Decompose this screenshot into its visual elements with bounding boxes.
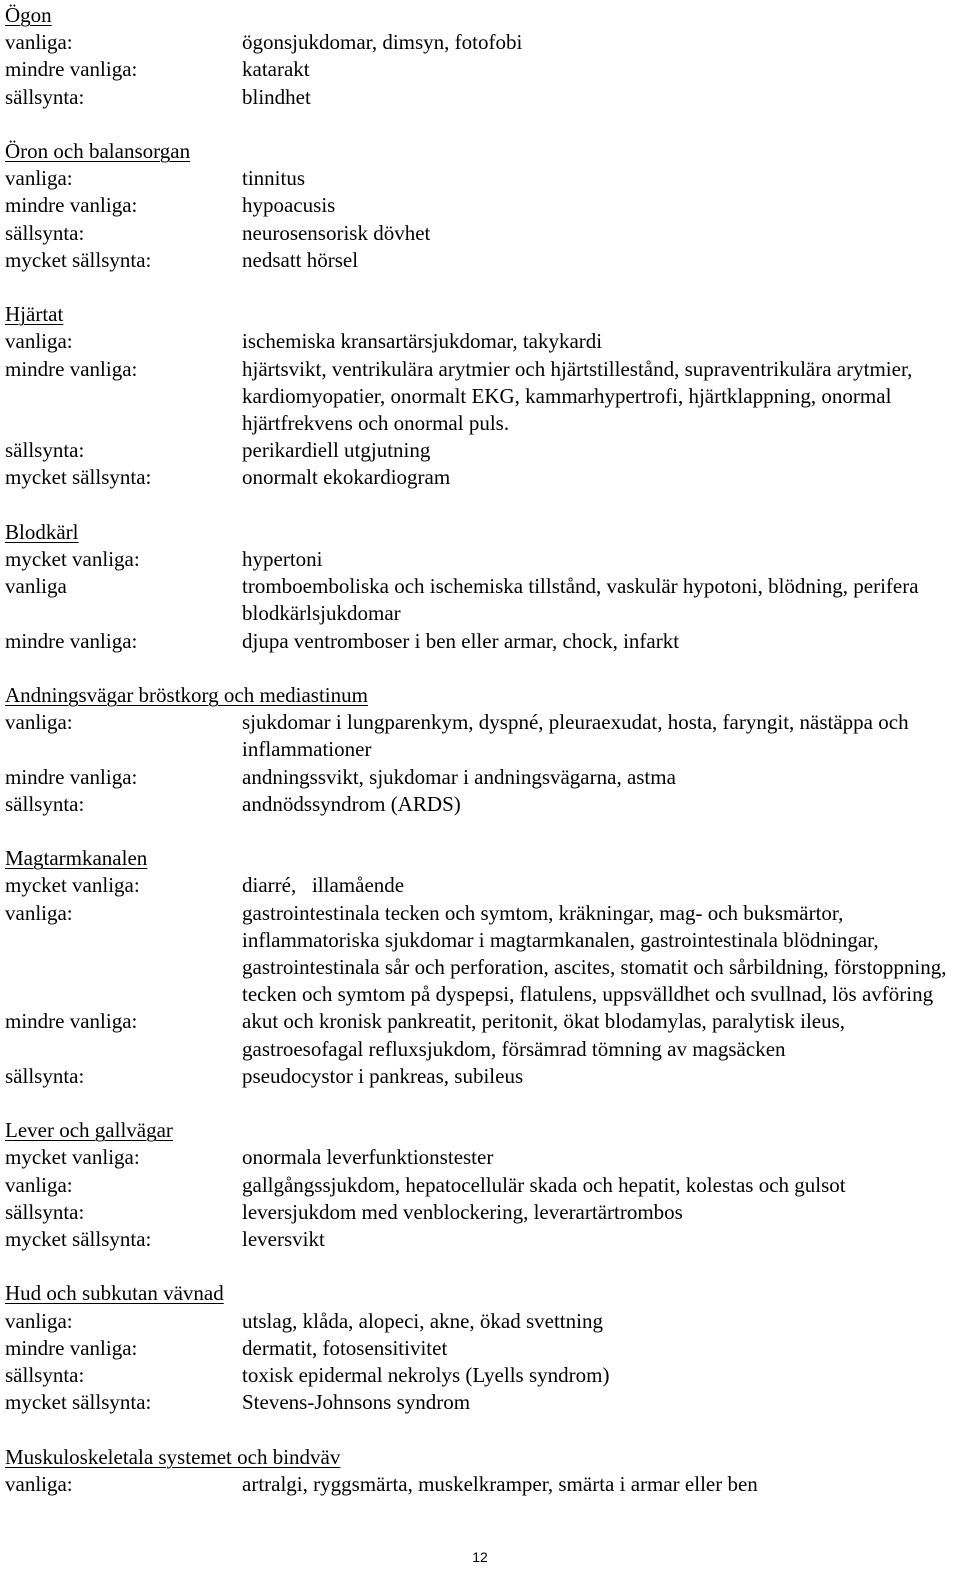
frequency-label: mindre vanliga: [5, 1335, 138, 1360]
section-heading: Hud och subkutan vävnad [5, 1281, 224, 1306]
section-heading: Magtarmkanalen [5, 846, 148, 871]
frequency-row [5, 247, 955, 274]
frequency-row [5, 791, 955, 818]
frequency-row [5, 165, 955, 192]
frequency-label: vanliga: [5, 329, 73, 354]
frequency-row [5, 1063, 955, 1090]
frequency-label: mindre vanliga: [5, 764, 138, 789]
effects-text: gastrointestinala tecken och symtom, kräkningar, mag- och buksmärtor, inflammatoriska sjukdomar i magtarmkanalen, gastrointestinala blödningar, gastrointestinala sår och perforation, ascites, stomatit och sårbildning, förstoppning, tecken och symtom på dyspepsi, flatulens, uppsvälldhet och svullnad, lös avföring [242, 900, 947, 1007]
frequency-label: sällsynta: [5, 220, 85, 245]
effects-text: diarré, illamående [242, 873, 405, 898]
section-respiratory [5, 682, 955, 818]
section-eyes [5, 2, 955, 111]
effects-text: utslag, klåda, alopeci, akne, ökad svettning [242, 1308, 603, 1333]
frequency-row [5, 84, 955, 111]
effects-text: ischemiska kransartärsjukdomar, takykardi [242, 329, 603, 354]
effects-text: andnödssyndrom (ARDS) [242, 791, 461, 816]
effects-text: neurosensorisk dövhet [242, 220, 431, 245]
frequency-row [5, 328, 955, 355]
section-liver [5, 1117, 955, 1253]
frequency-row [5, 764, 955, 791]
frequency-label: mindre vanliga: [5, 193, 138, 218]
effects-text: nedsatt hörsel [242, 247, 359, 272]
effects-text: andningssvikt, sjukdomar i andningsvägarna, astma [242, 764, 676, 789]
frequency-label: mycket sällsynta: [5, 1227, 152, 1252]
frequency-label: sällsynta: [5, 1363, 85, 1388]
effects-text: akut och kronisk pankreatit, peritonit, ökat blodamylas, paralytisk ileus, gastroesofagal refluxsjukdom, försämrad tömning av magsäcken [242, 1009, 846, 1061]
frequency-row [5, 900, 955, 1009]
frequency-row [5, 220, 955, 247]
effects-text: katarakt [242, 57, 310, 82]
effects-text: dermatit, fotosensitivitet [242, 1335, 448, 1360]
frequency-row [5, 1226, 955, 1253]
frequency-row [5, 1389, 955, 1416]
effects-text: pseudocystor i pankreas, subileus [242, 1063, 524, 1088]
effects-text: hypertoni [242, 547, 323, 572]
frequency-row [5, 464, 955, 491]
frequency-label: vanliga: [5, 900, 73, 925]
effects-text: djupa ventromboser i ben eller armar, chock, infarkt [242, 628, 680, 653]
frequency-row [5, 356, 955, 438]
section-heading: Hjärtat [5, 302, 64, 327]
effects-text: perikardiell utgjutning [242, 438, 431, 463]
frequency-label: vanliga: [5, 1308, 73, 1333]
page-number: 12 [472, 1549, 488, 1565]
section-musculoskeletal [5, 1444, 955, 1498]
effects-text: ögonsjukdomar, dimsyn, fotofobi [242, 30, 523, 55]
frequency-row [5, 29, 955, 56]
frequency-row [5, 546, 955, 573]
section-gastrointestinal [5, 845, 955, 1090]
section-ears [5, 138, 955, 274]
document-body [5, 2, 955, 1525]
frequency-row [5, 192, 955, 219]
frequency-label: sällsynta: [5, 1199, 85, 1224]
frequency-label: vanliga: [5, 30, 73, 55]
frequency-label: vanliga: [5, 1471, 73, 1496]
section-heart [5, 301, 955, 491]
section-heading: Öron och balansorgan [5, 139, 191, 163]
section-heading: Ögon [5, 3, 52, 27]
effects-text: gallgångssjukdom, hepatocellulär skada och hepatit, kolestas och gulsot [242, 1172, 846, 1197]
section-heading: Blodkärl [5, 519, 79, 544]
effects-text: blindhet [242, 84, 311, 109]
effects-text: artralgi, ryggsmärta, muskelkramper, smärta i armar eller ben [242, 1471, 758, 1496]
frequency-row [5, 1471, 955, 1498]
section-skin [5, 1280, 955, 1416]
frequency-row [5, 1335, 955, 1362]
effects-text: toxisk epidermal nekrolys (Lyells syndrom) [242, 1363, 610, 1388]
frequency-label: mycket vanliga: [5, 1145, 140, 1170]
frequency-row [5, 628, 955, 655]
frequency-label: mindre vanliga: [5, 57, 138, 82]
effects-text: sjukdomar i lungparenkym, dyspné, pleuraexudat, hosta, faryngit, nästäppa och inflammationer [242, 710, 909, 762]
frequency-label: mycket vanliga: [5, 547, 140, 572]
frequency-row [5, 1008, 955, 1062]
effects-text: onormala leverfunktionstester [242, 1145, 494, 1170]
frequency-row [5, 573, 955, 627]
frequency-row [5, 1362, 955, 1389]
effects-text: hjärtsvikt, ventrikulära arytmier och hjärtstillestånd, supraventrikulära arytmier, kardiomyopatier, onormalt EKG, kammarhypertrofi, hjärtklappning, onormal hjärtfrekvens och onormal puls. [242, 356, 913, 436]
frequency-label: sällsynta: [5, 84, 85, 109]
frequency-row [5, 1172, 955, 1199]
effects-text: Stevens-Johnsons syndrom [242, 1390, 471, 1415]
frequency-row [5, 437, 955, 464]
section-heading: Muskuloskeletala systemet och bindväv [5, 1444, 341, 1469]
frequency-label: mindre vanliga: [5, 628, 138, 653]
frequency-label: mycket sällsynta: [5, 465, 152, 490]
frequency-row [5, 1144, 955, 1171]
frequency-label: sällsynta: [5, 791, 85, 816]
frequency-label: mycket sällsynta: [5, 1390, 152, 1415]
frequency-label: mycket sällsynta: [5, 247, 152, 272]
frequency-row [5, 56, 955, 83]
frequency-label: sällsynta: [5, 1063, 85, 1088]
frequency-label: mycket vanliga: [5, 873, 140, 898]
effects-text: hypoacusis [242, 193, 336, 218]
frequency-label: sällsynta: [5, 438, 85, 463]
effects-text: leversvikt [242, 1227, 325, 1252]
frequency-row [5, 1199, 955, 1226]
effects-text: tinnitus [242, 166, 306, 191]
section-heading: Lever och gallvägar [5, 1118, 173, 1143]
section-heading: Andningsvägar bröstkorg och mediastinum [5, 683, 368, 708]
frequency-label: vanliga: [5, 710, 73, 735]
effects-text: onormalt ekokardiogram [242, 465, 451, 490]
frequency-label: vanliga: [5, 1172, 73, 1197]
frequency-label: vanliga [5, 574, 67, 599]
frequency-label: vanliga: [5, 166, 73, 191]
frequency-row [5, 872, 955, 899]
frequency-row [5, 1308, 955, 1335]
effects-text: leversjukdom med venblockering, leverartärtrombos [242, 1199, 683, 1224]
frequency-row [5, 709, 955, 763]
section-blood-vessels [5, 519, 955, 655]
effects-text: tromboemboliska och ischemiska tillstånd, vaskulär hypotoni, blödning, perifera blodkärlsjukdomar [242, 574, 919, 626]
frequency-label: mindre vanliga: [5, 1009, 138, 1034]
frequency-label: mindre vanliga: [5, 356, 138, 381]
